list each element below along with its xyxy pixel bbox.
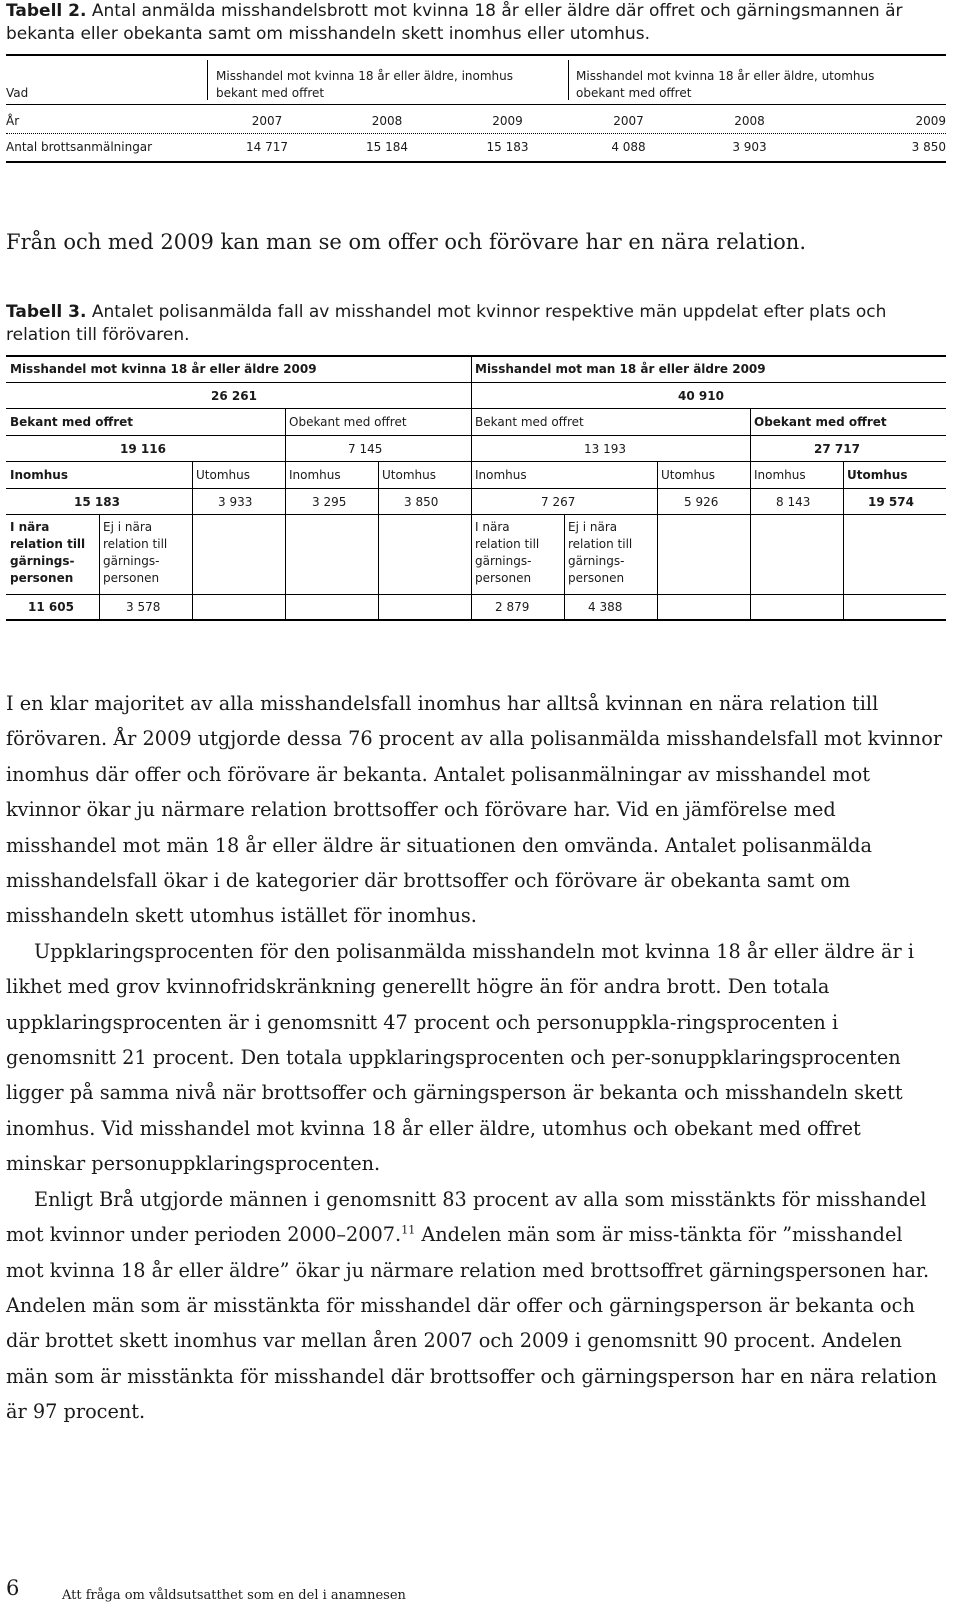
table3-label-utomhus: Utomhus: [661, 468, 715, 482]
table3-w-bekant-value: 19 116: [120, 442, 166, 456]
table3-divider: [285, 408, 286, 621]
table3: [6, 355, 946, 621]
table2-top-rule: [6, 54, 946, 56]
table3-w-bekant-label: Bekant med offret: [10, 415, 133, 429]
table3-divider: [378, 461, 379, 621]
paragraph: Enligt Brå utgjorde männen i genomsnitt 83 procent av alla som misstänkts för misshandel mot kvinnor under perioden 2000–2007.11 Andelen män som är miss-tänkta för ”misshandel mot kvinna 18 år eller äldre” ökar ju närmare relation med brottsoffret gärningspersonen har. Andelen män som är misstänkta för misshandel där offer och gärningsperson är bekanta och där brottet skett inomhus var mellan åren 2007 och 2009 i genomsnitt 90 procent. Andelen män som är misstänkta för misshandel där brottsoffer och gärningsperson har en nära relation är 97 procent.: [6, 1187, 938, 1424]
table2-divider: [568, 60, 569, 100]
table2-year-cell: 2008: [371, 114, 403, 128]
table2-year-cell: 2007: [251, 114, 283, 128]
table3-m-bekant-value: 13 193: [584, 442, 626, 456]
table3-m-obek-ute: 19 574: [868, 495, 914, 509]
table3-w-obek-ute: 3 850: [404, 495, 439, 509]
table3-w-not-near-value: 3 578: [126, 600, 161, 614]
table3-m-obekant-label: Obekant med offret: [754, 415, 887, 429]
table3-w-obekant-value: 7 145: [348, 442, 383, 456]
table3-divider: [192, 461, 193, 621]
paragraph: I en klar majoritet av alla misshandelsfall inomhus har alltså kvinnan en nära relation till förövaren. År 2009 utgjorde dessa 76 procent av alla polisanmälda misshandelsfall mot kvinnor inomhus där offer och förövare är bekanta. Antalet polisanmälningar av misshandel mot kvinnor ökar ju närmare relation brottsoffer och förövare har. Vid en jämförelse med misshandel mot män 18 år eller äldre är situationen den omvända. Antalet polisanmälda misshandelsfall ökar i de kategorier där brottsoffer och förövare är obekanta samt om misshandeln skett utomhus istället för inomhus.: [6, 692, 943, 928]
table3-divider: [657, 461, 658, 621]
table3-w-obekant-label: Obekant med offret: [289, 415, 407, 429]
table2-year-label: År: [6, 114, 20, 128]
table2-year-cell: 2007: [613, 114, 644, 128]
table3-m-not-near-value: 4 388: [588, 600, 623, 614]
table2-col-vad: Vad: [6, 86, 29, 100]
table3-rule: [6, 435, 946, 436]
table3-label-inomhus: Inomhus: [289, 468, 341, 482]
table3-m-near-label: I nära relation till gärnings- personen: [475, 520, 540, 585]
table3-w-bek-inne: 15 183: [74, 495, 120, 509]
table2-value-cell: 15 184: [366, 140, 408, 154]
table2-caption-label: Tabell 2.: [6, 1, 87, 21]
table3-w-obek-inne: 3 295: [312, 495, 347, 509]
table2-value-cell: 14 717: [246, 140, 288, 154]
table3-rule: [6, 514, 946, 515]
table3-caption-text: Antalet polisanmälda fall av misshandel mot kvinnor respektive män uppdelat efter plats och relation till förövaren.: [6, 302, 887, 345]
page-number: 6: [6, 1576, 20, 1600]
table2-value-cell: 4 088: [611, 140, 646, 154]
table3-top-rule: [6, 355, 946, 357]
footer-title: Att fråga om våldsutsatthet som en del i anamnesen: [62, 1588, 406, 1603]
table3-men-header: Misshandel mot man 18 år eller äldre 2009: [475, 362, 766, 376]
table3-label-inomhus: Inomhus: [10, 468, 68, 482]
table3-m-obek-inne: 8 143: [776, 495, 811, 509]
table3-label-utomhus: Utomhus: [196, 468, 250, 482]
table3-women-total: 26 261: [211, 389, 257, 403]
table3-m-bekant-label: Bekant med offret: [475, 415, 584, 429]
table3-label-utomhus: Utomhus: [382, 468, 436, 482]
table2-caption: [6, 0, 941, 46]
table3-label-inomhus: Inomhus: [754, 468, 806, 482]
table3-label-utomhus: Utomhus: [847, 468, 908, 482]
table3-rule: [6, 594, 946, 595]
table3-m-bek-ute: 5 926: [684, 495, 719, 509]
footnote-ref[interactable]: 11: [401, 1223, 416, 1237]
table3-divider: [750, 408, 751, 621]
table3-m-obekant-value: 27 717: [814, 442, 860, 456]
table3-men-total: 40 910: [678, 389, 724, 403]
table2-value-cell: 3 903: [732, 140, 767, 154]
table3-caption: [6, 301, 941, 347]
table3-w-bek-ute: 3 933: [218, 495, 253, 509]
table2-dotted-rule: [6, 133, 946, 134]
table3-w-near-label: I nära relation till gärnings- personen: [10, 520, 86, 585]
table2-year-cell: 2008: [734, 114, 765, 128]
table3-divider: [99, 514, 100, 621]
table3-rule: [6, 408, 946, 409]
table3-women-header: Misshandel mot kvinna 18 år eller äldre 2009: [10, 362, 317, 376]
table2-bottom-rule: [6, 161, 946, 163]
table3-rule: [6, 461, 946, 462]
table3-m-bek-inne: 7 267: [541, 495, 576, 509]
table3-divider: [564, 514, 565, 621]
section-heading: Från och med 2009 kan man se om offer och förövare har en nära relation.: [6, 230, 806, 254]
table3-label-inomhus: Inomhus: [475, 468, 527, 482]
table2-group-utomhus: Misshandel mot kvinna 18 år eller äldre, utomhus obekant med offret: [576, 69, 875, 100]
table3-divider: [471, 355, 472, 621]
table2-value-cell: 15 183: [486, 140, 529, 154]
table3-rule: [6, 488, 946, 489]
paragraph: Uppklaringsprocenten för den polisanmälda misshandeln mot kvinna 18 år eller äldre är i likhet med grov kvinnofridskränkning generellt högre än för andra brott. Den totala uppklaringsprocenten är i genomsnitt 47 procent och personuppkla-ringsprocenten i genomsnitt 21 procent. Den totala uppklaringsprocenten och per-sonuppklaringsprocenten ligger på samma nivå när brottsoffer och gärningsperson är bekanta och misshandeln skett inomhus. Vid misshandel mot kvinna 18 år eller äldre, utomhus och obekant med offret minskar personuppklaringsprocenten.: [6, 939, 914, 1176]
body-text: [6, 686, 946, 1430]
table2-divider: [207, 60, 208, 100]
table3-caption-label: Tabell 3.: [6, 302, 87, 322]
table3-bottom-rule: [6, 619, 946, 621]
table3-rule: [6, 382, 946, 383]
table3-w-not-near-label: Ej i nära relation till gärnings- personen: [103, 520, 168, 585]
table2-header-rule: [6, 104, 946, 105]
table2-year-cell: 2009: [915, 114, 946, 128]
table2-group-inomhus: Misshandel mot kvinna 18 år eller äldre, inomhus bekant med offret: [216, 69, 514, 100]
table3-m-not-near-label: Ej i nära relation till gärnings- personen: [568, 520, 633, 585]
table2-row-label: Antal brottsanmälningar: [6, 140, 153, 154]
table2-value-cell: 3 850: [911, 140, 946, 154]
table2-caption-text: Antal anmälda misshandelsbrott mot kvinna 18 år eller äldre där offret och gärningsmannen är bekanta eller obekanta samt om misshandeln skett inomhus eller utomhus.: [6, 1, 903, 44]
table3-divider: [843, 461, 844, 621]
table2-year-cell: 2009: [492, 114, 523, 128]
table3-w-near-value: 11 605: [28, 600, 74, 614]
table3-m-near-value: 2 879: [495, 600, 530, 614]
